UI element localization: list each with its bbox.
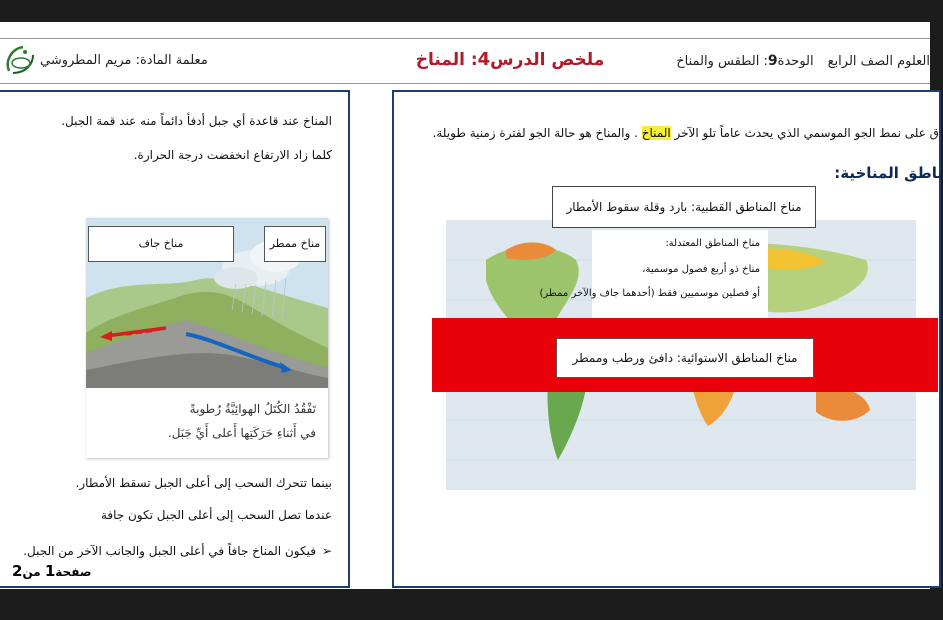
teacher-name: معلمة المادة: مريم المطروشي xyxy=(40,53,208,68)
right-panel xyxy=(392,90,941,588)
intro-text xyxy=(433,126,939,140)
temperate-climate-box xyxy=(539,230,768,318)
label-rainy-climate: مناخ ممطر xyxy=(264,226,326,262)
page-number xyxy=(12,562,91,580)
bullet-arrow-icon: ➢ xyxy=(321,544,332,558)
intro-part-b: . والمناخ هو حالة الجو لفترة زمنية طويلة. xyxy=(432,126,642,140)
header-unit-title: : الطقس والمناخ xyxy=(676,54,768,69)
intro-highlight: المناخ xyxy=(641,126,671,140)
tropical-climate-box: مناخ المناطق الاستوائية: دافئ ورطب وممطر xyxy=(556,338,814,378)
temperate-line-1: مناخ ذو أربع فصول موسمية، xyxy=(642,264,760,275)
school-logo-icon xyxy=(3,43,37,77)
mountain-figure xyxy=(86,218,328,458)
lesson-name: : المناخ xyxy=(415,50,478,70)
page-total: 2 xyxy=(12,562,23,580)
header-grade: العلوم الصف الرابع xyxy=(827,54,930,69)
header-course-info xyxy=(676,53,930,69)
worksheet-page xyxy=(0,22,943,589)
intro-part-a: ق على نمط الجو الموسمي الذي يحدث عاماً تلو الآخر xyxy=(670,126,939,140)
temperate-line-2: أو فصلين موسميين فقط (أحدهما جاف والآخر ممطر) xyxy=(539,288,760,299)
text-line-1: المناخ عند قاعدة أي جبل أدفأ دائماً منه عند قمة الجبل. xyxy=(61,114,332,128)
lesson-title xyxy=(400,49,620,70)
left-panel xyxy=(0,90,350,588)
header-unit-number: 9 xyxy=(767,53,778,69)
worksheet-header xyxy=(0,38,930,84)
polar-climate-box: مناخ المناطق القطبية: بارد وقلة سقوط الأمطار xyxy=(552,186,816,228)
page-current: 1 xyxy=(44,562,56,580)
label-dry-climate: مناخ جاف xyxy=(88,226,234,262)
header-unit-label: الوحدة xyxy=(777,54,814,69)
climate-zones-subtitle: ناطق المناخية: xyxy=(834,164,943,182)
bullet-item xyxy=(23,544,332,558)
text-line-2: كلما زاد الارتفاع انخفضت درجة الحرارة. xyxy=(133,148,332,162)
figure-caption-line-2: في أَثناءِ حَرَكَتِها أَعلى أَيِّ جَبَل. xyxy=(167,426,316,440)
bullet-text: فيكون المناخ جافاً في أعلى الجبل والجانب الآخر من الجبل. xyxy=(23,544,316,558)
page-of: من xyxy=(22,565,45,579)
page-prefix: صفحة xyxy=(55,565,92,579)
text-line-3: بينما تتحرك السحب إلى أعلى الجبل تسقط الأمطار. xyxy=(75,476,332,490)
figure-caption-line-1: تَفْقُدُ الكُتَلُ الهوائِيَّةُ رُطوبةً xyxy=(189,402,316,416)
lesson-number: 4 xyxy=(477,49,491,70)
temperate-title: مناخ المناطق المعتدلة: xyxy=(665,238,760,249)
lesson-prefix: ملخص الدرس xyxy=(490,50,605,70)
text-line-4: عندما تصل السحب إلى أعلى الجبل تكون جافة xyxy=(100,508,332,522)
